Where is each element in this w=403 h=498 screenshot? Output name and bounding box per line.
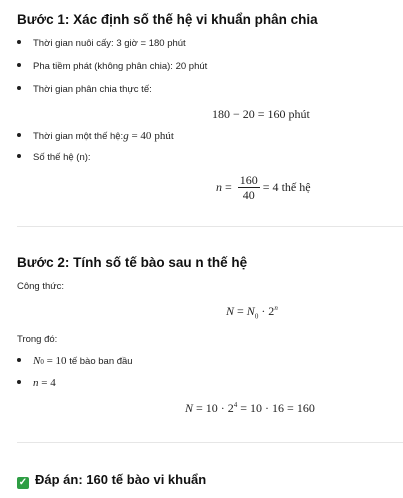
math-exponent: 4 [233, 401, 238, 409]
bullet-icon [17, 40, 21, 44]
formula-label: Công thức: [17, 281, 65, 292]
equation-formula [226, 304, 278, 320]
list-item [17, 355, 133, 367]
equation-expression: 180 − 20 = 160 [212, 107, 286, 121]
math-value: = 10 [43, 355, 67, 367]
math-unit: phút [154, 130, 174, 142]
math-expression: = 10 · 16 = 160 [237, 401, 315, 415]
equation-unit: phút [288, 107, 310, 121]
equals-sign: = [234, 304, 247, 318]
fraction-denominator: 40 [242, 188, 255, 202]
step1-heading: Bước 1: Xác định số thế hệ vi khuẩn phân chia [17, 12, 318, 27]
math-value: = 4 [38, 377, 56, 389]
math-variable: n [33, 377, 39, 389]
list-item-text: Pha tiềm phát (không phân chia): 20 phút [33, 61, 208, 72]
bullet-icon [17, 154, 21, 158]
bullet-icon [17, 358, 21, 362]
math-variable: n [216, 180, 222, 194]
math-variable: N [246, 304, 255, 318]
answer-text: Đáp án: 160 tế bào vi khuẩn [35, 472, 207, 487]
math-operator: · 2 [258, 304, 275, 318]
bullet-icon [17, 86, 21, 90]
fraction-numerator: 160 [239, 173, 258, 187]
math-variable: N [226, 304, 235, 318]
section-divider [17, 442, 403, 443]
equation-unit: thế hệ [281, 180, 311, 194]
list-item [17, 152, 91, 163]
equation-actual-time [212, 107, 310, 122]
list-item-text: Thời gian phân chia thực tế: [33, 84, 152, 95]
answer-line [17, 472, 206, 489]
equation-result [185, 401, 315, 416]
bullet-icon [17, 380, 21, 384]
bullet-icon [17, 133, 21, 137]
list-item [17, 61, 207, 72]
math-subscript: 0 [40, 358, 44, 366]
equals-sign: = [225, 180, 232, 194]
math-exponent: n [274, 304, 278, 312]
where-label: Trong đó: [17, 334, 58, 345]
bullet-icon [17, 63, 21, 67]
step2-heading: Bước 2: Tính số tế bào sau n thế hệ [17, 255, 248, 270]
list-item [17, 130, 174, 142]
check-mark-icon: ✓ [18, 477, 28, 488]
list-item [17, 38, 186, 49]
equation-result: = 4 [262, 180, 279, 194]
equation-generations [216, 174, 311, 201]
section-divider [17, 226, 403, 227]
list-item-text: Thời gian một thế hệ: [33, 131, 124, 142]
list-item-text: Số thế hệ (n): [33, 152, 91, 163]
list-item-text: Thời gian nuôi cấy: 3 giờ = 180 phút [33, 38, 186, 49]
math-expression: = 10 · 2 [193, 401, 234, 415]
math-value: = 40 [128, 130, 152, 142]
list-item-text: tế bào ban đầu [66, 356, 133, 367]
math-variable: g [123, 130, 129, 142]
math-variable: N [33, 355, 41, 367]
math-variable: N [185, 401, 194, 415]
math-subscript: 0 [254, 312, 259, 321]
list-item [17, 377, 56, 389]
list-item [17, 84, 152, 95]
fraction [238, 174, 260, 201]
